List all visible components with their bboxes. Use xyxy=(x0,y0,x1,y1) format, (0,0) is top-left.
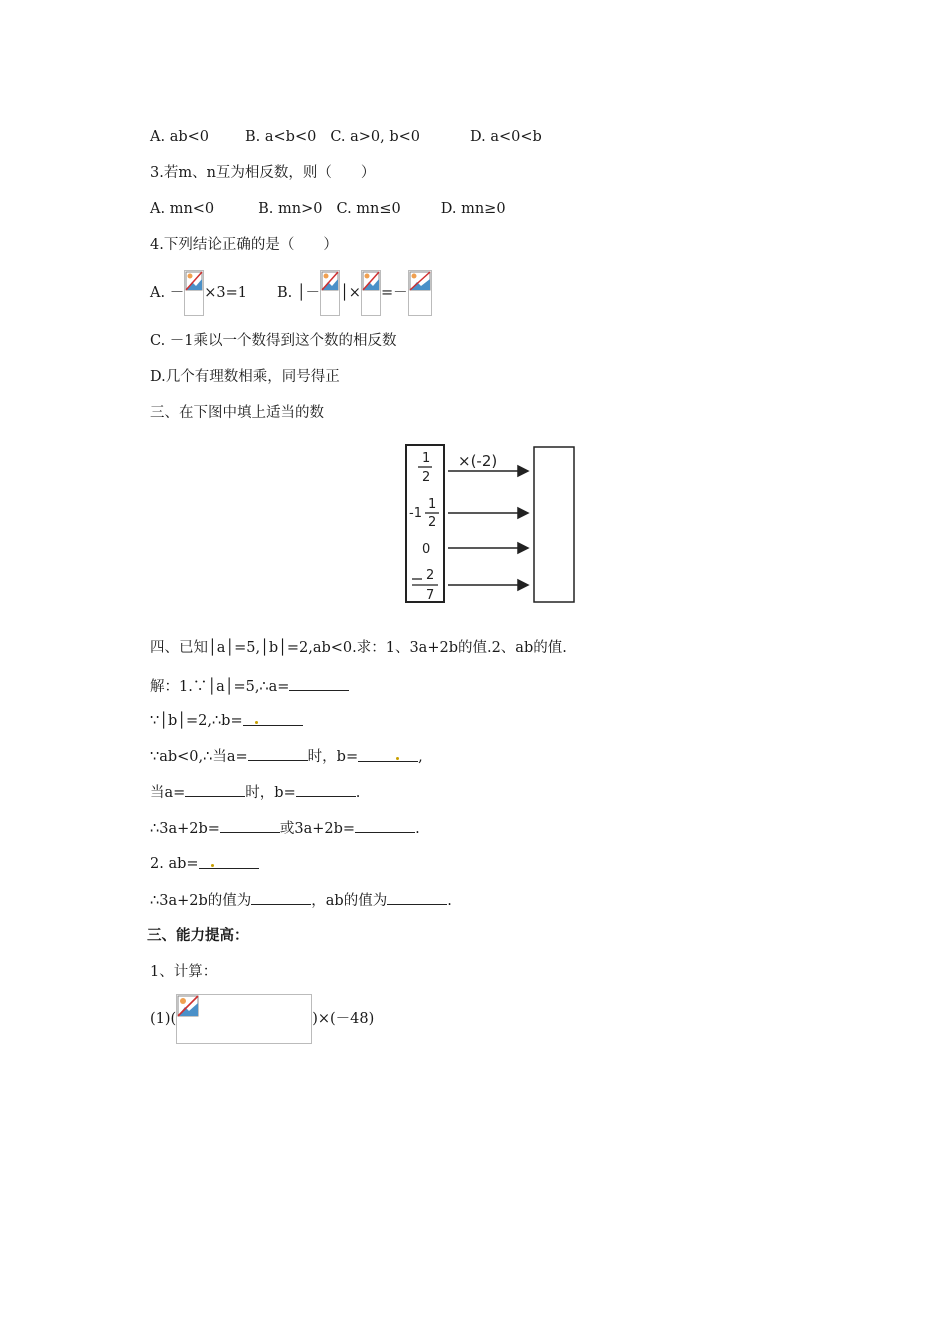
q2-option-d: D. a<0<b xyxy=(470,129,542,145)
solution-line-7: ∴3a+2b的值为 ，ab的值为 . xyxy=(150,890,452,911)
solution-line-1: 解：1.∵│a│=5,∴a= xyxy=(150,676,349,697)
svg-text:2: 2 xyxy=(422,470,431,485)
answer-blank[interactable] xyxy=(289,676,349,691)
answer-blank[interactable] xyxy=(358,747,418,762)
q4-option-b-prefix: B. │－ xyxy=(276,285,321,301)
calc-item-1: (1)( )×(－48) xyxy=(150,994,374,1044)
svg-text:-1: -1 xyxy=(409,506,422,521)
q4-option-b-eq: =－ xyxy=(380,285,408,301)
answer-blank[interactable] xyxy=(387,890,447,905)
expression-image-icon xyxy=(176,994,312,1044)
section3-title: 三、在下图中填上适当的数 xyxy=(150,405,324,421)
fraction-image-icon xyxy=(320,270,340,316)
q4-stem: 4.下列结论正确的是（ ） xyxy=(150,237,338,253)
svg-text:2: 2 xyxy=(428,515,437,530)
answer-blank[interactable] xyxy=(199,854,259,869)
q4-option-c: C. －1乘以一个数得到这个数的相反数 xyxy=(150,333,397,349)
svg-text:2: 2 xyxy=(426,568,435,583)
q3-options xyxy=(150,199,506,219)
multiplication-diagram xyxy=(398,440,583,608)
solution-line-5: ∴3a+2b= 或3a+2b= . xyxy=(150,818,420,839)
svg-text:1: 1 xyxy=(422,451,431,466)
section5-title: 三、能力提高： xyxy=(147,928,249,944)
q2-option-b: B. a<b<0 xyxy=(245,129,317,145)
answer-blank[interactable] xyxy=(243,711,303,726)
solution-line-3: ∵ab<0,∴当a= 时，b= , xyxy=(150,746,423,767)
fraction-image-icon xyxy=(184,270,204,316)
q2-option-a: A. ab<0 xyxy=(150,129,209,145)
solution-line-4: 当a= 时，b= . xyxy=(150,782,360,803)
q3-stem: 3.若m、n互为相反数，则（ ） xyxy=(150,165,376,181)
q4-option-b-mid: │× xyxy=(340,285,361,301)
q4-option-ab xyxy=(150,270,432,316)
fraction-image-icon xyxy=(361,270,381,316)
q2-option-c: C. a>0, b<0 xyxy=(330,129,421,145)
fraction-image-icon xyxy=(408,270,432,316)
q2-options xyxy=(150,127,542,147)
answer-blank[interactable] xyxy=(220,818,280,833)
svg-text:0: 0 xyxy=(422,542,431,557)
solution-line-2: ∵│b│=2,∴b= xyxy=(150,711,303,731)
answer-blank[interactable] xyxy=(355,818,415,833)
section4-title: 四、已知│a│=5,│b│=2,ab<0.求：1、3a+2b的值.2、ab的值. xyxy=(150,640,567,656)
answer-blank[interactable] xyxy=(296,782,356,797)
svg-text:7: 7 xyxy=(426,588,435,603)
q4-option-a-prefix: A. － xyxy=(150,285,185,301)
solution-line-6: 2. ab= xyxy=(150,854,259,874)
svg-text:1: 1 xyxy=(428,497,437,512)
diagram-operator: ×(-2) xyxy=(458,452,498,470)
q4-option-d: D.几个有理数相乘，同号得正 xyxy=(150,369,340,385)
diagram-input-3 xyxy=(422,542,430,557)
q3-option-a: A. mn<0 xyxy=(150,201,215,217)
answer-blank[interactable] xyxy=(248,746,308,761)
answer-blank[interactable] xyxy=(185,782,245,797)
q3-option-b: B. mn>0 xyxy=(258,201,323,217)
section5-sub: 1、计算： xyxy=(150,964,218,980)
q3-option-c: C. mn≤0 xyxy=(336,201,401,217)
q3-option-d: D. mn≥0 xyxy=(440,201,506,217)
q4-option-a-suffix: ×3=1 xyxy=(204,285,247,301)
answer-blank[interactable] xyxy=(251,890,311,905)
